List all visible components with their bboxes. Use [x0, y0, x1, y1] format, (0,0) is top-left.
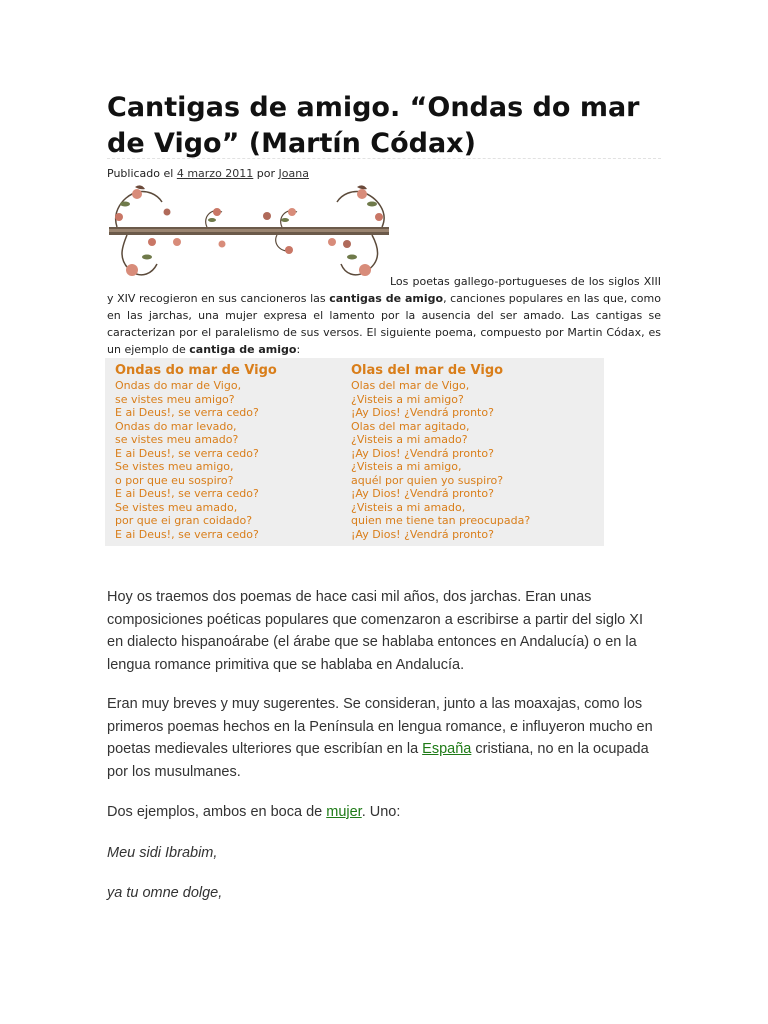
paragraph-text: cristiana, no en la ocupada por los musulmanes.	[107, 741, 649, 780]
poem-line: quien me tiene tan preocupada?	[351, 514, 531, 527]
poem-line: Se vistes meu amado,	[115, 500, 238, 514]
poem-line: ¡Ay Dios! ¿Vendrá pronto?	[351, 406, 494, 419]
poem-line: ¿Visteis a mi amado?	[351, 433, 468, 446]
poem-line: aquél por quien yo suspiro?	[351, 473, 504, 487]
poem-line: E ai Deus!, se verra cedo?	[115, 446, 259, 460]
poem-lines-translation	[351, 379, 530, 541]
poem-line: E ai Deus!, se verra cedo?	[115, 527, 259, 541]
intro-indent	[107, 284, 390, 285]
verse-line: Meu sidi Ibrabim,	[107, 845, 218, 861]
intro-text-3: :	[296, 343, 301, 356]
poem-column-translation	[351, 363, 530, 541]
poem-line: ¡Ay Dios! ¿Vendrá pronto?	[351, 487, 494, 500]
poem-line: Olas del mar agitado,	[351, 419, 470, 433]
paragraph-text: Eran muy breves y muy sugerentes. Se consideran, junto a las moaxajas, como los primeros poemas hechos en la Península en lengua romance, e influyeron mucho en poetas medievales ulteriores que escribían en la	[107, 696, 653, 757]
page-title: Cantigas de amigo. “Ondas do mar de Vigo” (Martín Códax)	[107, 92, 640, 159]
mujer-link[interactable]: mujer	[326, 804, 362, 820]
poem-line: se vistes meu amigo?	[115, 392, 235, 406]
paragraph-examples	[107, 801, 661, 824]
poem-title-translation: Olas del mar de Vigo	[351, 363, 504, 378]
intro-bold-2: cantiga de amigo	[189, 343, 297, 356]
published-prefix: Publicado el	[107, 167, 174, 180]
paragraph-jarchas-description	[107, 693, 661, 783]
poem-line: ¿Visteis a mi amigo?	[351, 392, 464, 406]
poem-lines-original	[115, 379, 277, 541]
poem-line: ¿Visteis a mi amigo,	[351, 460, 462, 473]
poem-line: se vistes meu amado?	[115, 433, 239, 446]
by-label: por	[256, 167, 276, 180]
paragraph-jarchas-intro: Hoy os traemos dos poemas de hace casi mil años, dos jarchas. Eran unas composiciones poéticas populares que comenzaron a escribirse a partir del siglo XI en dialecto hispanoárabe (el árabe que se hablaba entonces en Andalucía) o en la lengua romance primitiva que se hablaba en Andalucía.	[107, 589, 643, 673]
post-date-link[interactable]: 4 marzo 2011	[176, 167, 254, 180]
paragraph-text: Dos ejemplos, ambos en boca de	[107, 804, 327, 820]
poem-line: Ondas do mar levado,	[115, 419, 237, 433]
poem-line: E ai Deus!, se verra cedo?	[115, 406, 259, 419]
intro-text-2: , canciones populares en las que, como en las jarchas, una mujer expresa el lamento por la ausencia del ser amado. Las cantigas se caracterizan por el paralelismo de sus versos. El siguiente poema, compuesto por Martin Códax, es un ejemplo de	[107, 292, 661, 356]
poem-line: ¡Ay Dios! ¿Vendrá pronto?	[351, 527, 494, 541]
espana-link[interactable]: España	[422, 741, 472, 757]
poem-column-original	[115, 363, 277, 541]
verse-line: ya tu omne dolge,	[107, 885, 223, 901]
author-link[interactable]: Joana	[278, 167, 309, 180]
paragraph-text: . Uno:	[361, 804, 401, 820]
poem-line: Ondas do mar de Vigo,	[115, 379, 242, 392]
intro-text-1: Los poetas gallego-portugueses de los siglos XIII y XIV recogieron en sus cancioneros las	[107, 275, 661, 305]
poem-title-original: Ondas do mar de Vigo	[115, 363, 277, 378]
poem-line: ¡Ay Dios! ¿Vendrá pronto?	[351, 446, 494, 460]
floral-vine-ornament-icon	[107, 182, 392, 282]
poem-line: por que ei gran coidado?	[115, 514, 253, 527]
post-meta	[107, 166, 309, 182]
poem-table	[105, 358, 604, 546]
poem-line: Olas del mar de Vigo,	[351, 379, 470, 392]
poem-line: E ai Deus!, se verra cedo?	[115, 487, 259, 500]
poem-line: o por que eu sospiro?	[115, 473, 234, 487]
title-divider	[107, 158, 661, 159]
poem-line: Se vistes meu amigo,	[115, 460, 234, 473]
intro-bold-1: cantigas de amigo	[329, 292, 444, 305]
poem-line: ¿Visteis a mi amado,	[351, 500, 466, 514]
intro-paragraph	[107, 273, 661, 358]
